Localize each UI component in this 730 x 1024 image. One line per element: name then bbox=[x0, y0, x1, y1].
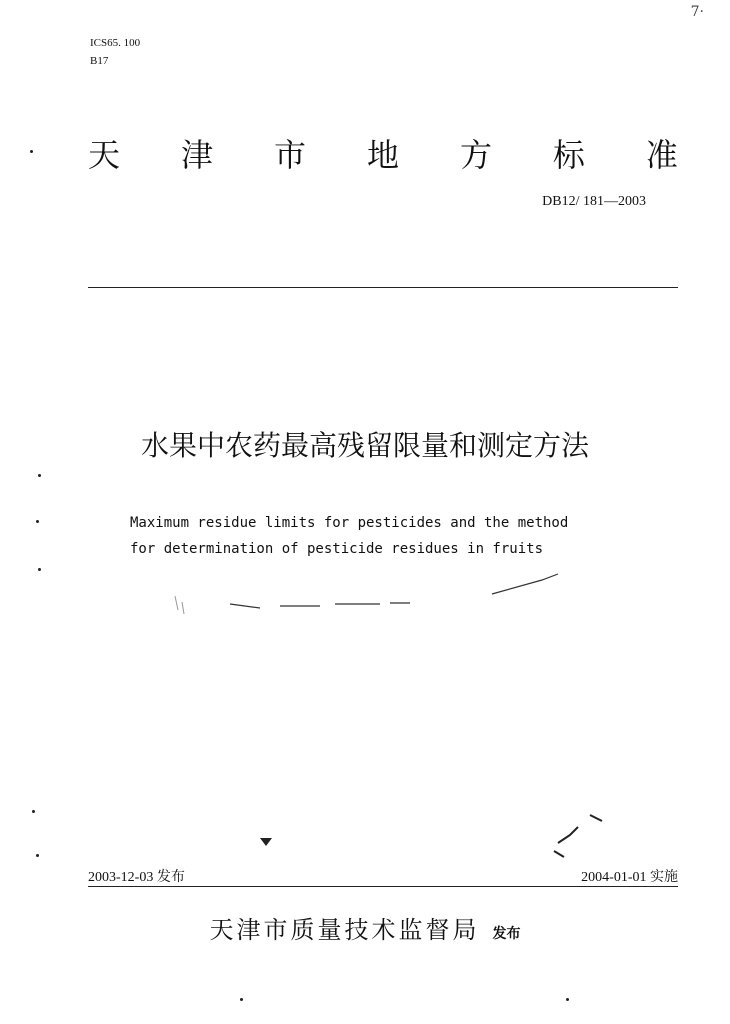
standard-number: DB12/ 181—2003 bbox=[542, 194, 646, 209]
standard-type-char: 津 bbox=[180, 136, 213, 174]
standard-type-char: 准 bbox=[645, 136, 678, 174]
scan-speck bbox=[32, 810, 35, 813]
classification-block bbox=[90, 34, 140, 70]
standard-type-heading bbox=[88, 130, 678, 176]
bottom-rule bbox=[88, 886, 678, 887]
standard-type-char: 标 bbox=[552, 136, 585, 174]
implementation-date: 2004-01-01 实施 bbox=[581, 870, 678, 885]
scan-speck bbox=[240, 998, 243, 1001]
scan-speck bbox=[38, 568, 41, 571]
publisher-name: 天津市质量技术监督局 bbox=[209, 916, 480, 944]
page-mark: 7· bbox=[690, 4, 704, 20]
scan-noise-lines bbox=[170, 566, 570, 626]
title-english bbox=[130, 510, 568, 562]
scan-speck bbox=[36, 854, 39, 857]
scan-noise-triangle bbox=[258, 836, 274, 848]
standard-type-char: 天 bbox=[88, 136, 121, 174]
scan-speck bbox=[38, 474, 41, 477]
standard-type-char: 方 bbox=[459, 136, 492, 174]
publisher-line bbox=[0, 910, 730, 945]
title-chinese: 水果中农药最高残留限量和测定方法 bbox=[140, 429, 589, 462]
ccs-code: B17 bbox=[90, 55, 109, 67]
standard-type-char: 地 bbox=[366, 136, 399, 174]
title-english-line2: for determination of pesticide residues in fruits bbox=[130, 541, 544, 557]
ics-code: ICS65. 100 bbox=[90, 37, 141, 49]
scan-speck bbox=[30, 150, 33, 153]
scan-speck bbox=[566, 998, 569, 1001]
issue-date: 2003-12-03 发布 bbox=[88, 870, 185, 885]
standard-type-char: 市 bbox=[273, 136, 306, 174]
scan-speck bbox=[36, 520, 39, 523]
publisher-action: 发布 bbox=[492, 926, 521, 942]
scan-noise-mark bbox=[540, 805, 610, 865]
title-english-line1: Maximum residue limits for pesticides and the method bbox=[130, 515, 569, 531]
top-rule bbox=[88, 287, 678, 288]
